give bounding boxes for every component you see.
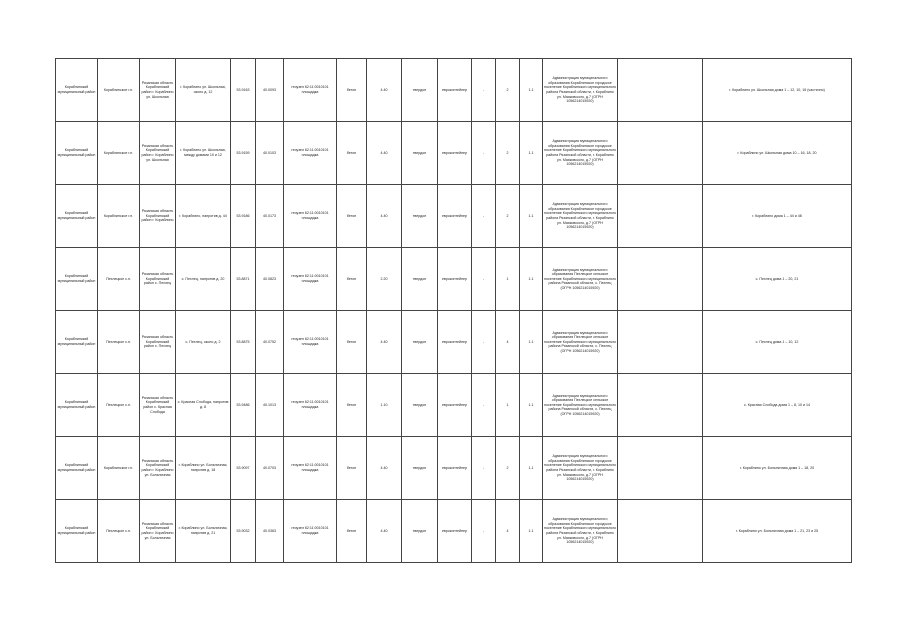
cadastral-cell: геоузел 62:11:0010101 площадка [284, 122, 337, 185]
longitude-cell: 40.0823 [256, 248, 284, 311]
empty-cell [618, 122, 703, 185]
area-cell: 1.10 [367, 374, 402, 437]
empty-cell [618, 500, 703, 563]
served-objects-cell: г. Кораблино ул. Школьная дома 1 – 12, 10, 16 (частично) [703, 59, 852, 122]
volume-cell: - [472, 437, 496, 500]
owner-cell: Администрация муниципального образования Пехлецкое сельское поселение Кораблинского муниципального района Рязанской области, с. Пехлец (ОГРН 1056214015920) [543, 374, 618, 437]
served-objects-cell: с. Пехлец дома 1 – 20, 21 [703, 248, 852, 311]
district-cell: Кораблинский муниципальный район [56, 122, 98, 185]
region-address-cell: Рязанская область Кораблинский район г. Кораблино ул. Школьная [140, 122, 176, 185]
settlement-cell: Кораблинское г.п. [98, 185, 140, 248]
region-address-cell: Рязанская область Кораблинский район с. Пехлец [140, 248, 176, 311]
district-cell: Кораблинский муниципальный район [56, 59, 98, 122]
container-volume-cell: 1.1 [520, 311, 543, 374]
latitude-cell: 53.9097 [231, 437, 256, 500]
empty-cell [618, 59, 703, 122]
container-type-cell: евроконтейнер [438, 59, 472, 122]
container-volume-cell: 1.1 [520, 122, 543, 185]
served-objects-cell: с. Красная Слобода дома 1 – 8, 10 и 14 [703, 374, 852, 437]
container-count-cell: 1 [496, 248, 520, 311]
owner-cell: Администрация муниципального образования Кораблинское городское поселение Кораблинского муниципального района Рязанской области, г. Кораблино ул. Маяковского, д.7 (ОГРН 1056214015920) [543, 437, 618, 500]
surface-cell: бетон [337, 311, 367, 374]
waste-type-cell: твердое [402, 185, 438, 248]
served-objects-cell: г. Кораблино дома 1 – 44 и 48 [703, 185, 852, 248]
latitude-cell: 53.9032 [231, 500, 256, 563]
surface-cell: бетон [337, 437, 367, 500]
settlement-cell: Пехлецкое с.п. [98, 248, 140, 311]
table-row [56, 122, 852, 185]
owner-cell: Администрация муниципального образования Кораблинское городское поселение Кораблинского муниципального района Рязанской области, г. Кораблино ул. Маяковского, д.7 (ОГРН 1056214015920) [543, 185, 618, 248]
latitude-cell: 53.9186 [231, 185, 256, 248]
area-cell: 4.40 [367, 437, 402, 500]
settlement-cell: Кораблинское г.п. [98, 122, 140, 185]
owner-cell: Администрация муниципального образования Кораблинское городское поселение Кораблинского муниципального района Рязанской области, г. Кораблино ул. Маяковского, д.7 (ОГРН 1056214015920) [543, 59, 618, 122]
table-row [56, 311, 852, 374]
settlement-cell: Кораблинское г.п. [98, 437, 140, 500]
waste-type-cell: твердое [402, 374, 438, 437]
area-cell: 4.40 [367, 311, 402, 374]
waste-type-cell: твердое [402, 311, 438, 374]
longitude-cell: 40.0363 [256, 500, 284, 563]
container-type-cell: евроконтейнер [438, 122, 472, 185]
waste-type-cell: твердое [402, 248, 438, 311]
container-count-cell: 4 [496, 500, 520, 563]
served-objects-cell: г. Кораблино ул. Больничная дома 1 – 21, 23 и 25 [703, 500, 852, 563]
location-cell: г. Кораблино ул. Больничная, напротив д. 18 [176, 437, 231, 500]
longitude-cell: 40.0093 [256, 59, 284, 122]
district-cell: Кораблинский муниципальный район [56, 500, 98, 563]
region-address-cell: Рязанская область Кораблинский район г. Кораблино ул. Больничная [140, 500, 176, 563]
longitude-cell: 40.0103 [256, 122, 284, 185]
waste-type-cell: твердое [402, 122, 438, 185]
table-row [56, 248, 852, 311]
container-volume-cell: 1.1 [520, 374, 543, 437]
latitude-cell: 53.9486 [231, 374, 256, 437]
location-cell: с. Красная Слобода, напротив д. 8 [176, 374, 231, 437]
area-cell: 2.20 [367, 248, 402, 311]
container-count-cell: 2 [496, 437, 520, 500]
latitude-cell: 53.9159 [231, 122, 256, 185]
empty-cell [618, 248, 703, 311]
surface-cell: бетон [337, 122, 367, 185]
area-cell: 4.40 [367, 59, 402, 122]
container-volume-cell: 1.1 [520, 59, 543, 122]
volume-cell: - [472, 248, 496, 311]
volume-cell: - [472, 185, 496, 248]
region-address-cell: Рязанская область Кораблинский район г. Кораблино ул. Больничная [140, 437, 176, 500]
location-cell: г. Кораблино ул. Больничная, напротив д. 21 [176, 500, 231, 563]
volume-cell: - [472, 122, 496, 185]
volume-cell: - [472, 311, 496, 374]
registry-table [55, 58, 852, 563]
settlement-cell: Пехлецкое с.п. [98, 500, 140, 563]
location-cell: с. Пехлец, около д. 2 [176, 311, 231, 374]
waste-type-cell: твердое [402, 437, 438, 500]
owner-cell: Администрация муниципального образования Кораблинское городское поселение Кораблинского муниципального района Рязанской области, г. Кораблино ул. Маяковского, д.7 (ОГРН 1056214015920) [543, 122, 618, 185]
district-cell: Кораблинский муниципальный район [56, 185, 98, 248]
waste-type-cell: твердое [402, 500, 438, 563]
area-cell: 4.40 [367, 185, 402, 248]
region-address-cell: Рязанская область Кораблинский район г. Кораблино ул. Школьная [140, 59, 176, 122]
registry-page [55, 58, 851, 563]
longitude-cell: 40.1013 [256, 374, 284, 437]
table-row [56, 185, 852, 248]
container-count-cell: 2 [496, 59, 520, 122]
region-address-cell: Рязанская область Кораблинский район г. Кораблино [140, 185, 176, 248]
owner-cell: Администрация муниципального образования Пехлецкое сельское поселение Кораблинского муниципального района Рязанской области, с. Пехлец (ОГРН 1056214015920) [543, 311, 618, 374]
empty-cell [618, 374, 703, 437]
container-type-cell: евроконтейнер [438, 248, 472, 311]
empty-cell [618, 311, 703, 374]
surface-cell: бетон [337, 185, 367, 248]
surface-cell: бетон [337, 59, 367, 122]
waste-type-cell: твердое [402, 59, 438, 122]
table-body [56, 59, 852, 563]
served-objects-cell: с. Пехлец дома 1 – 10, 12 [703, 311, 852, 374]
district-cell: Кораблинский муниципальный район [56, 374, 98, 437]
cadastral-cell: геоузел 62:11:0010101 площадка [284, 437, 337, 500]
table-row [56, 374, 852, 437]
location-cell: г. Кораблино ул. Школьная, между домами 10 и 12 [176, 122, 231, 185]
container-type-cell: евроконтейнер [438, 374, 472, 437]
district-cell: Кораблинский муниципальный район [56, 437, 98, 500]
latitude-cell: 53.8871 [231, 248, 256, 311]
settlement-cell: Пехлецкое с.п. [98, 311, 140, 374]
volume-cell: - [472, 59, 496, 122]
table-row [56, 500, 852, 563]
table-row [56, 59, 852, 122]
container-count-cell: 1 [496, 374, 520, 437]
container-count-cell: 2 [496, 185, 520, 248]
longitude-cell: 40.0752 [256, 311, 284, 374]
cadastral-cell: геоузел 62:11:0010101 площадка [284, 500, 337, 563]
container-count-cell: 4 [496, 311, 520, 374]
region-address-cell: Рязанская область Кораблинский район с. Красная Слобода [140, 374, 176, 437]
volume-cell: - [472, 500, 496, 563]
settlement-cell: Кораблинское г.п. [98, 59, 140, 122]
container-volume-cell: 1.1 [520, 248, 543, 311]
surface-cell: бетон [337, 500, 367, 563]
latitude-cell: 53.8875 [231, 311, 256, 374]
owner-cell: Администрация муниципального образования Кораблинское городское поселение Кораблинского муниципального района Рязанской области, г. Кораблино ул. Маяковского, д.7 (ОГРН 1056214015920) [543, 500, 618, 563]
container-type-cell: евроконтейнер [438, 500, 472, 563]
longitude-cell: 40.0173 [256, 185, 284, 248]
location-cell: г. Кораблино ул. Школьная, около д. 12 [176, 59, 231, 122]
empty-cell [618, 437, 703, 500]
area-cell: 4.40 [367, 500, 402, 563]
container-type-cell: евроконтейнер [438, 437, 472, 500]
served-objects-cell: г. Кораблино ул. Школьная дома 10 – 16, 18, 20 [703, 122, 852, 185]
area-cell: 4.40 [367, 122, 402, 185]
district-cell: Кораблинский муниципальный район [56, 248, 98, 311]
empty-cell [618, 185, 703, 248]
owner-cell: Администрация муниципального образования Пехлецкое сельское поселение Кораблинского муниципального района Рязанской области, с. Пехлец (ОГРН 1056214015920) [543, 248, 618, 311]
volume-cell: - [472, 374, 496, 437]
district-cell: Кораблинский муниципальный район [56, 311, 98, 374]
cadastral-cell: геоузел 62:11:0010101 площадка [284, 311, 337, 374]
served-objects-cell: г. Кораблино ул. Больничная дома 1 – 18, 20 [703, 437, 852, 500]
cadastral-cell: геоузел 62:11:0010101 площадка [284, 374, 337, 437]
settlement-cell: Пехлецкое с.п. [98, 374, 140, 437]
container-volume-cell: 1.1 [520, 185, 543, 248]
container-volume-cell: 1.1 [520, 500, 543, 563]
longitude-cell: 40.0703 [256, 437, 284, 500]
latitude-cell: 53.9163 [231, 59, 256, 122]
container-count-cell: 2 [496, 122, 520, 185]
table-row [56, 437, 852, 500]
region-address-cell: Рязанская область Кораблинский район с. Пехлец [140, 311, 176, 374]
container-type-cell: евроконтейнер [438, 185, 472, 248]
cadastral-cell: геоузел 62:11:0010101 площадка [284, 248, 337, 311]
surface-cell: бетон [337, 248, 367, 311]
container-volume-cell: 1.1 [520, 437, 543, 500]
cadastral-cell: геоузел 62:11:0010101 площадка [284, 185, 337, 248]
location-cell: с. Пехлец, напротив д. 20 [176, 248, 231, 311]
location-cell: г. Кораблино, напротив д. 44 [176, 185, 231, 248]
surface-cell: бетон [337, 374, 367, 437]
container-type-cell: евроконтейнер [438, 311, 472, 374]
cadastral-cell: геоузел 62:11:0010101 площадка [284, 59, 337, 122]
